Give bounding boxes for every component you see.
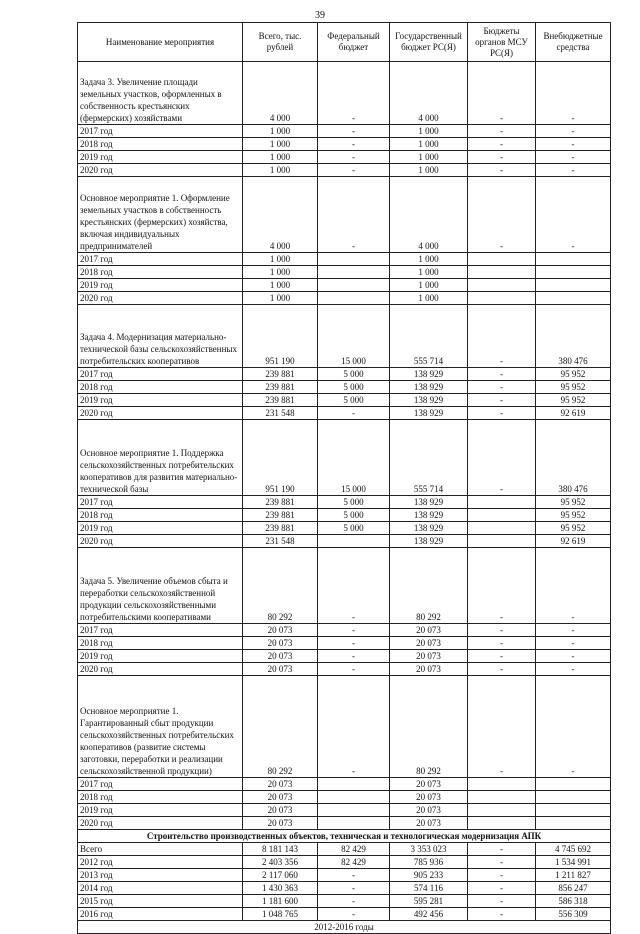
cell-total: 1 000 xyxy=(243,253,318,266)
cell-federal: 5 000 xyxy=(318,381,390,394)
cell-extrabudget: - xyxy=(536,138,611,151)
cell-state: 20 073 xyxy=(390,791,468,804)
cell-state: 4 000 xyxy=(390,177,468,253)
cell-municipal: - xyxy=(468,624,536,637)
row-year: 2017 год xyxy=(78,778,243,791)
cell-federal: - xyxy=(318,908,390,921)
cell-extrabudget: 95 952 xyxy=(536,522,611,535)
cell-total: 239 881 xyxy=(243,394,318,407)
cell-total: 20 073 xyxy=(243,778,318,791)
cell-federal: 5 000 xyxy=(318,522,390,535)
cell-municipal xyxy=(468,279,536,292)
row-year: 2019 год xyxy=(78,804,243,817)
cell-municipal: - xyxy=(468,676,536,778)
cell-total: 20 073 xyxy=(243,650,318,663)
row-year: 2018 год xyxy=(78,509,243,522)
table-row xyxy=(78,778,611,791)
row-year: 2020 год xyxy=(78,407,243,420)
cell-extrabudget xyxy=(536,253,611,266)
row-year: 2020 год xyxy=(78,817,243,830)
cell-total: 1 000 xyxy=(243,125,318,138)
cell-total: 1 000 xyxy=(243,151,318,164)
table-row xyxy=(78,791,611,804)
cell-total: 1 181 600 xyxy=(243,895,318,908)
cell-municipal: - xyxy=(468,843,536,856)
row-year: 2019 год xyxy=(78,650,243,663)
cell-federal: 15 000 xyxy=(318,305,390,368)
table-row xyxy=(78,381,611,394)
cell-total: 239 881 xyxy=(243,381,318,394)
row-year: 2018 год xyxy=(78,138,243,151)
cell-extrabudget xyxy=(536,279,611,292)
table-row xyxy=(78,882,611,895)
cell-municipal xyxy=(468,778,536,791)
cell-extrabudget: - xyxy=(536,637,611,650)
cell-total: 1 000 xyxy=(243,164,318,177)
cell-federal xyxy=(318,817,390,830)
cell-federal: 82 429 xyxy=(318,843,390,856)
table-row xyxy=(78,624,611,637)
budget-table xyxy=(77,22,611,934)
cell-federal: - xyxy=(318,637,390,650)
cell-municipal: - xyxy=(468,62,536,125)
cell-extrabudget: - xyxy=(536,164,611,177)
row-year: 2018 год xyxy=(78,791,243,804)
cell-state: 80 292 xyxy=(390,548,468,624)
cell-state: 20 073 xyxy=(390,778,468,791)
cell-state: 20 073 xyxy=(390,624,468,637)
cell-state: 574 116 xyxy=(390,882,468,895)
cell-municipal: - xyxy=(468,368,536,381)
header-total: Всего, тыс. рублей xyxy=(243,23,318,62)
cell-federal: 5 000 xyxy=(318,509,390,522)
cell-total: 951 190 xyxy=(243,420,318,496)
cell-municipal xyxy=(468,266,536,279)
page-number: 39 xyxy=(315,10,325,21)
cell-total: 239 881 xyxy=(243,509,318,522)
cell-federal: - xyxy=(318,882,390,895)
cell-federal: - xyxy=(318,62,390,125)
cell-federal xyxy=(318,804,390,817)
cell-federal: - xyxy=(318,869,390,882)
row-title: Задача 3. Увеличение площади земельных участков, оформленных в собственность крестьянских (фермерских) хозяйствами xyxy=(78,62,243,125)
cell-extrabudget: 586 318 xyxy=(536,895,611,908)
cell-state: 905 233 xyxy=(390,869,468,882)
cell-state: 1 000 xyxy=(390,151,468,164)
cell-municipal: - xyxy=(468,856,536,869)
cell-extrabudget: 4 745 692 xyxy=(536,843,611,856)
row-year: Всего xyxy=(78,843,243,856)
cell-state: 785 936 xyxy=(390,856,468,869)
cell-extrabudget: - xyxy=(536,62,611,125)
cell-state: 80 292 xyxy=(390,676,468,778)
table-row xyxy=(78,908,611,921)
cell-state: 20 073 xyxy=(390,637,468,650)
cell-municipal: - xyxy=(468,177,536,253)
table-row xyxy=(78,843,611,856)
row-year: 2018 год xyxy=(78,381,243,394)
cell-total: 20 073 xyxy=(243,663,318,676)
cell-state: 138 929 xyxy=(390,496,468,509)
row-year: 2017 год xyxy=(78,368,243,381)
cell-total: 1 000 xyxy=(243,138,318,151)
table-row xyxy=(78,368,611,381)
cell-state: 20 073 xyxy=(390,663,468,676)
cell-federal xyxy=(318,535,390,548)
cell-total: 20 073 xyxy=(243,817,318,830)
table-row xyxy=(78,292,611,305)
cell-state: 138 929 xyxy=(390,522,468,535)
row-year: 2012 год xyxy=(78,856,243,869)
cell-municipal xyxy=(468,522,536,535)
table-row xyxy=(78,164,611,177)
cell-extrabudget: 1 211 827 xyxy=(536,869,611,882)
table-row xyxy=(78,650,611,663)
cell-municipal xyxy=(468,509,536,522)
cell-federal: 5 000 xyxy=(318,496,390,509)
cell-total: 1 048 765 xyxy=(243,908,318,921)
row-title: Задача 4. Модернизация материально-технической базы сельскохозяйственных потребительских кооперативов xyxy=(78,305,243,368)
cell-total: 231 548 xyxy=(243,535,318,548)
table-row xyxy=(78,676,611,778)
table-row xyxy=(78,62,611,125)
cell-state: 20 073 xyxy=(390,650,468,663)
cell-municipal: - xyxy=(468,394,536,407)
cell-extrabudget: - xyxy=(536,663,611,676)
cell-municipal: - xyxy=(468,164,536,177)
cell-federal: 5 000 xyxy=(318,368,390,381)
cell-municipal: - xyxy=(468,420,536,496)
cell-total: 951 190 xyxy=(243,305,318,368)
row-year: 2020 год xyxy=(78,663,243,676)
table-row xyxy=(78,804,611,817)
cell-municipal xyxy=(468,253,536,266)
cell-state: 1 000 xyxy=(390,279,468,292)
cell-total: 2 403 356 xyxy=(243,856,318,869)
row-year: 2020 год xyxy=(78,535,243,548)
cell-extrabudget: 856 247 xyxy=(536,882,611,895)
cell-municipal: - xyxy=(468,125,536,138)
cell-state: 138 929 xyxy=(390,535,468,548)
row-title: Задача 5. Увеличение объемов сбыта и переработки сельскохозяйственной продукции сельскохозяйственными потребительскими кооперативами xyxy=(78,548,243,624)
header-name: Наименование мероприятия xyxy=(78,23,243,62)
cell-municipal xyxy=(468,817,536,830)
table-row xyxy=(78,637,611,650)
cell-extrabudget: 380 476 xyxy=(536,305,611,368)
row-year: 2016 год xyxy=(78,908,243,921)
cell-federal: - xyxy=(318,676,390,778)
row-year: 2013 год xyxy=(78,869,243,882)
cell-municipal: - xyxy=(468,650,536,663)
cell-federal: 82 429 xyxy=(318,856,390,869)
cell-federal: - xyxy=(318,138,390,151)
row-year: 2020 год xyxy=(78,292,243,305)
cell-municipal: - xyxy=(468,908,536,921)
cell-total: 1 430 363 xyxy=(243,882,318,895)
cell-state: 1 000 xyxy=(390,266,468,279)
cell-state: 4 000 xyxy=(390,62,468,125)
cell-municipal xyxy=(468,791,536,804)
cell-extrabudget xyxy=(536,778,611,791)
section-title: Строительство производственных объектов, техническая и технологическая модернизация АПК xyxy=(78,830,611,843)
cell-federal xyxy=(318,791,390,804)
table-row xyxy=(78,548,611,624)
cell-federal: - xyxy=(318,624,390,637)
table-row xyxy=(78,856,611,869)
cell-state: 1 000 xyxy=(390,292,468,305)
cell-total: 4 000 xyxy=(243,177,318,253)
cell-federal xyxy=(318,778,390,791)
cell-total: 4 000 xyxy=(243,62,318,125)
cell-federal: 5 000 xyxy=(318,394,390,407)
cell-municipal: - xyxy=(468,895,536,908)
table-row xyxy=(78,496,611,509)
table-row xyxy=(78,138,611,151)
cell-municipal: - xyxy=(468,138,536,151)
cell-extrabudget xyxy=(536,791,611,804)
table-row xyxy=(78,420,611,496)
row-year: 2019 год xyxy=(78,151,243,164)
cell-extrabudget: 95 952 xyxy=(536,394,611,407)
cell-extrabudget: - xyxy=(536,624,611,637)
cell-extrabudget: 380 476 xyxy=(536,420,611,496)
cell-extrabudget xyxy=(536,266,611,279)
cell-state: 138 929 xyxy=(390,407,468,420)
cell-total: 20 073 xyxy=(243,804,318,817)
cell-total: 1 000 xyxy=(243,279,318,292)
table-row xyxy=(78,663,611,676)
cell-extrabudget: 1 534 991 xyxy=(536,856,611,869)
cell-total: 239 881 xyxy=(243,368,318,381)
cell-extrabudget: - xyxy=(536,177,611,253)
cell-extrabudget xyxy=(536,817,611,830)
cell-federal xyxy=(318,266,390,279)
cell-total: 239 881 xyxy=(243,496,318,509)
cell-state: 3 353 023 xyxy=(390,843,468,856)
table-row xyxy=(78,394,611,407)
row-year: 2014 год xyxy=(78,882,243,895)
row-year: 2019 год xyxy=(78,279,243,292)
table-row xyxy=(78,817,611,830)
cell-state: 555 714 xyxy=(390,305,468,368)
cell-state: 1 000 xyxy=(390,164,468,177)
cell-extrabudget: 95 952 xyxy=(536,368,611,381)
section-title-row xyxy=(78,830,611,843)
cell-total: 20 073 xyxy=(243,791,318,804)
cell-federal: - xyxy=(318,650,390,663)
cell-municipal: - xyxy=(468,882,536,895)
cell-municipal: - xyxy=(468,407,536,420)
cell-state: 492 456 xyxy=(390,908,468,921)
cell-total: 1 000 xyxy=(243,292,318,305)
cell-total: 231 548 xyxy=(243,407,318,420)
cell-federal: - xyxy=(318,151,390,164)
cell-municipal: - xyxy=(468,305,536,368)
cell-extrabudget xyxy=(536,292,611,305)
cell-extrabudget: 95 952 xyxy=(536,509,611,522)
row-year: 2017 год xyxy=(78,125,243,138)
cell-municipal xyxy=(468,496,536,509)
cell-municipal xyxy=(468,804,536,817)
row-year: 2017 год xyxy=(78,496,243,509)
cell-extrabudget: 95 952 xyxy=(536,496,611,509)
cell-total: 8 181 143 xyxy=(243,843,318,856)
cell-total: 2 117 060 xyxy=(243,869,318,882)
cell-extrabudget: - xyxy=(536,125,611,138)
cell-extrabudget: - xyxy=(536,676,611,778)
cell-extrabudget: 95 952 xyxy=(536,381,611,394)
cell-state: 138 929 xyxy=(390,381,468,394)
cell-municipal: - xyxy=(468,151,536,164)
row-title: Основное мероприятие 1. Оформление земельных участков в собственность крестьянских (фермерских) хозяйства, включая индивидуальных предпринимателей xyxy=(78,177,243,253)
cell-total: 80 292 xyxy=(243,548,318,624)
cell-extrabudget xyxy=(536,804,611,817)
cell-state: 595 281 xyxy=(390,895,468,908)
cell-total: 20 073 xyxy=(243,624,318,637)
table-row xyxy=(78,305,611,368)
cell-extrabudget: - xyxy=(536,650,611,663)
cell-municipal: - xyxy=(468,381,536,394)
cell-state: 20 073 xyxy=(390,804,468,817)
cell-total: 80 292 xyxy=(243,676,318,778)
cell-federal: - xyxy=(318,548,390,624)
cell-federal: - xyxy=(318,663,390,676)
cell-extrabudget: 556 309 xyxy=(536,908,611,921)
row-title: Основное мероприятие 1. Гарантированный сбыт продукции сельскохозяйственных потребительских кооперативов (развитие системы заготовки, переработки и реализации сельскохозяйственной продукции) xyxy=(78,676,243,778)
cell-state: 20 073 xyxy=(390,817,468,830)
cell-municipal xyxy=(468,292,536,305)
cell-state: 138 929 xyxy=(390,368,468,381)
row-year: 2019 год xyxy=(78,394,243,407)
cell-federal: 15 000 xyxy=(318,420,390,496)
cell-extrabudget: - xyxy=(536,548,611,624)
cell-municipal xyxy=(468,535,536,548)
table-row xyxy=(78,895,611,908)
table-row xyxy=(78,253,611,266)
footer-period: 2012-2016 годы xyxy=(78,921,611,934)
table-row xyxy=(78,407,611,420)
table-header-row xyxy=(78,23,611,62)
row-year: 2020 год xyxy=(78,164,243,177)
cell-federal xyxy=(318,253,390,266)
row-year: 2018 год xyxy=(78,637,243,650)
cell-total: 1 000 xyxy=(243,266,318,279)
cell-extrabudget: 92 619 xyxy=(536,535,611,548)
header-state: Государственный бюджет РС(Я) xyxy=(390,23,468,62)
cell-state: 1 000 xyxy=(390,138,468,151)
row-year: 2018 год xyxy=(78,266,243,279)
cell-state: 138 929 xyxy=(390,509,468,522)
cell-state: 555 714 xyxy=(390,420,468,496)
table-row xyxy=(78,509,611,522)
table-row xyxy=(78,125,611,138)
row-title: Основное мероприятие 1. Поддержка сельскохозяйственных потребительских кооперативов для развития материально-технической базы xyxy=(78,420,243,496)
table-row xyxy=(78,266,611,279)
table-row xyxy=(78,279,611,292)
table-row xyxy=(78,522,611,535)
cell-federal: - xyxy=(318,407,390,420)
cell-municipal: - xyxy=(468,869,536,882)
cell-federal: - xyxy=(318,164,390,177)
header-extrabudget: Внебюджетные средства xyxy=(536,23,611,62)
cell-state: 138 929 xyxy=(390,394,468,407)
row-year: 2017 год xyxy=(78,253,243,266)
header-federal: Федеральный бюджет xyxy=(318,23,390,62)
cell-extrabudget: 92 619 xyxy=(536,407,611,420)
cell-state: 1 000 xyxy=(390,253,468,266)
row-year: 2017 год xyxy=(78,624,243,637)
row-year: 2019 год xyxy=(78,522,243,535)
header-municipal: Бюджеты органов МСУ РС(Я) xyxy=(468,23,536,62)
cell-municipal: - xyxy=(468,663,536,676)
cell-total: 20 073 xyxy=(243,637,318,650)
row-year: 2015 год xyxy=(78,895,243,908)
cell-municipal: - xyxy=(468,637,536,650)
cell-federal: - xyxy=(318,125,390,138)
cell-municipal: - xyxy=(468,548,536,624)
cell-state: 1 000 xyxy=(390,125,468,138)
table-row xyxy=(78,535,611,548)
table-row xyxy=(78,177,611,253)
cell-federal xyxy=(318,292,390,305)
table-row xyxy=(78,869,611,882)
cell-federal: - xyxy=(318,895,390,908)
cell-federal: - xyxy=(318,177,390,253)
cell-extrabudget: - xyxy=(536,151,611,164)
cell-total: 239 881 xyxy=(243,522,318,535)
table-row xyxy=(78,151,611,164)
cell-federal xyxy=(318,279,390,292)
footer-row xyxy=(78,921,611,934)
